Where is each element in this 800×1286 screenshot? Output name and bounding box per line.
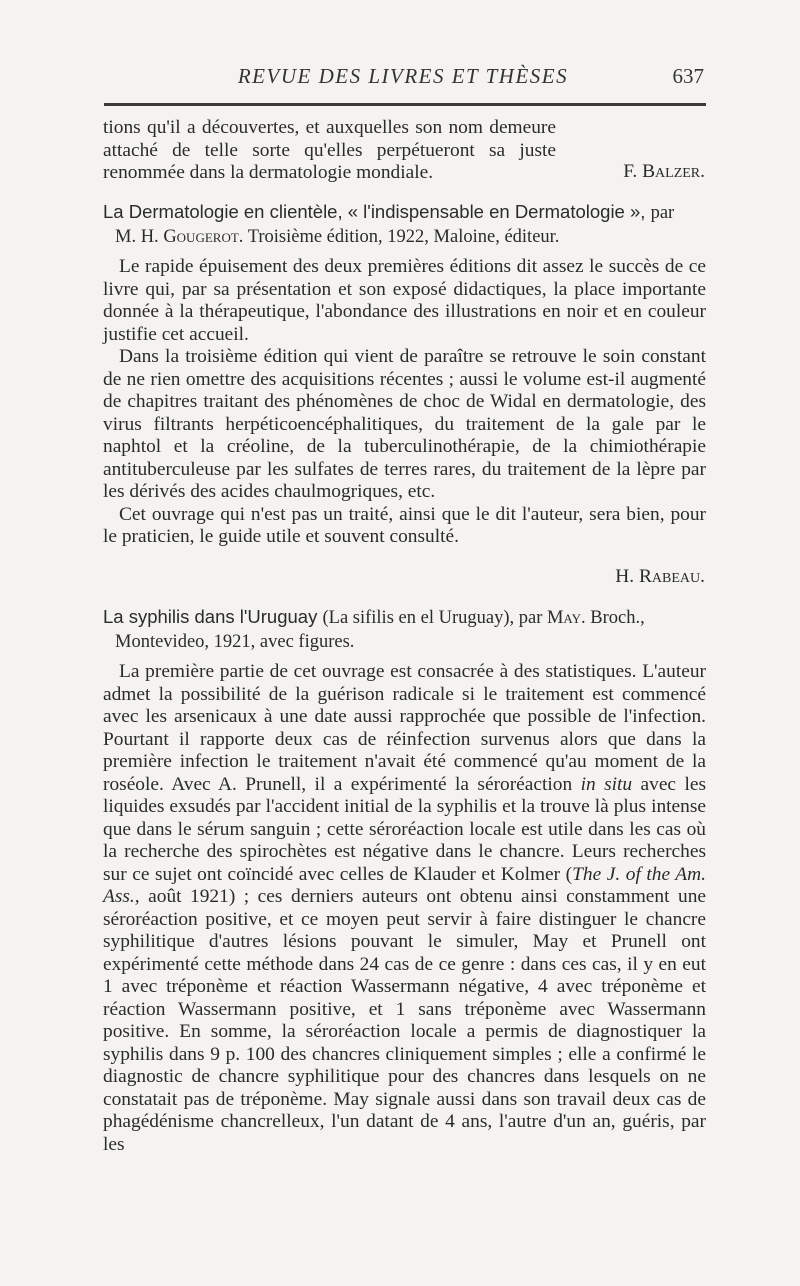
review-meta-suffix: . Troisième édition, 1922, Maloine, éditeur.	[238, 226, 560, 247]
review-meta-prefix: M. H.	[115, 226, 164, 247]
review-body-dermatologie	[103, 256, 706, 549]
review-meta-par: par	[650, 203, 675, 223]
text-run: avec les liquides exsudés par l'accident initial de la syphilis et la trouve là plus intense que dans le sérum sanguin ; cette séroréaction locale est utile dans les cas où la recherche des spirochètes est négative dans le chancre. Leurs recherches sur ce sujet ont coïncidé avec celles de Klauder et Kolmer (	[103, 773, 706, 885]
signature-balzer: F. Balzer.	[623, 161, 705, 182]
review-title: La Dermatologie en clientèle, « l'indispensable en Dermatologie »,	[103, 201, 651, 222]
running-title: REVUE DES LIVRES ET THÈSES	[237, 64, 569, 88]
review-author: May	[546, 608, 582, 628]
page-number: 637	[672, 64, 704, 88]
review-body-uruguay	[103, 661, 706, 1156]
review-meta-subtitle: (La sifilis en el Uruguay), par	[322, 608, 547, 628]
review-title: La syphilis dans l'Uruguay	[103, 606, 323, 627]
text-run: , août 1921) ; ces derniers auteurs ont obtenu ainsi constamment une séroréaction positive, et ce moyen peut servir à faire distinguer le chancre syphilitique d'autres lésions pouvant le simuler, May et Prunell ont expérimenté cette méthode dans 24 cas de ce genre : dans ces cas, il y en eut 1 avec tréponème et réaction Wassermann négative, 4 avec tréponème et réaction Wassermann positive, et 1 sans tréponème avec Wassermann positive. En somme, la séroréaction locale a permis de diagnostiquer la syphilis dans 9 p. 100 des chancres cliniquement simples ; elle a confirmé le diagnostic de chancre syphilitique pour des chancres dans lesquels on ne constatait pas de tréponème. May signale aussi dans son travail deux cas de phagédénisme chancrelleux, l'un datant de 4 ans, l'autre d'un an, guéris, par les	[103, 886, 706, 1155]
review-heading-dermatologie	[103, 201, 706, 248]
italic-term: in situ	[580, 773, 633, 795]
review-paragraph	[103, 661, 706, 1156]
header-rule	[104, 103, 706, 106]
italic-citation: The J. of the Am. Ass.	[103, 863, 706, 907]
review-paragraph: Le rapide épuisement des deux premières éditions dit assez le succès de ce livre qui, par sa présentation et son exposé didactiques, la place importante donnée à la thérapeutique, l'abondance des illustrations en noir et en couleur justifie cet accueil.	[103, 256, 706, 345]
review-heading-uruguay	[103, 606, 706, 653]
review-meta-publication: Montevideo, 1921, avec figures.	[115, 631, 355, 652]
signature-rabeau: H. Rabeau.	[615, 566, 705, 587]
review-paragraph: Dans la troisième édition qui vient de paraître se retrouve le soin constant de ne rien omettre des acquisitions récentes ; aussi le volume est-il augmenté de chapitres traitant des phénomènes de choc de Widal en dermatologie, des virus filtrants herpéticoencéphalitiques, du traitement de la gale par le naphtol et la créoline, de la tuberculinothérapie, de la chimiothérapie antituberculeuse par les sulfates de terres rares, du traitement de la lèpre par les dérivés des acides chaulmogriques, etc.	[103, 346, 706, 502]
previous-review-continuation	[103, 117, 706, 185]
running-header	[100, 60, 706, 90]
text-run: La première partie de cet ouvrage est consacrée à des statistiques. L'auteur admet la possibilité de la guérison radicale si le traitement est commencé avec les arsenicaux à une date aussi rapprochée que possible de l'infection. Pourtant il rapporte deux cas de réinfection survenus alors que dans la première infection le traitement n'avait été commencé qu'au moment de la roséole. Avec A. Prunell, il a expérimenté la séroréaction	[103, 661, 706, 795]
review-meta-broch: . Broch.,	[581, 608, 645, 628]
review-paragraph: Cet ouvrage qui n'est pas un traité, ainsi que le dit l'auteur, sera bien, pour le praticien, le guide utile et souvent consulté.	[103, 503, 706, 547]
review-author: Gougerot	[163, 226, 239, 247]
continuation-paragraph: tions qu'il a découvertes, et auxquelles son nom demeure attaché de telle sorte qu'elles perpétueront sa juste renommée dans la dermatologie mondiale.	[103, 117, 556, 183]
